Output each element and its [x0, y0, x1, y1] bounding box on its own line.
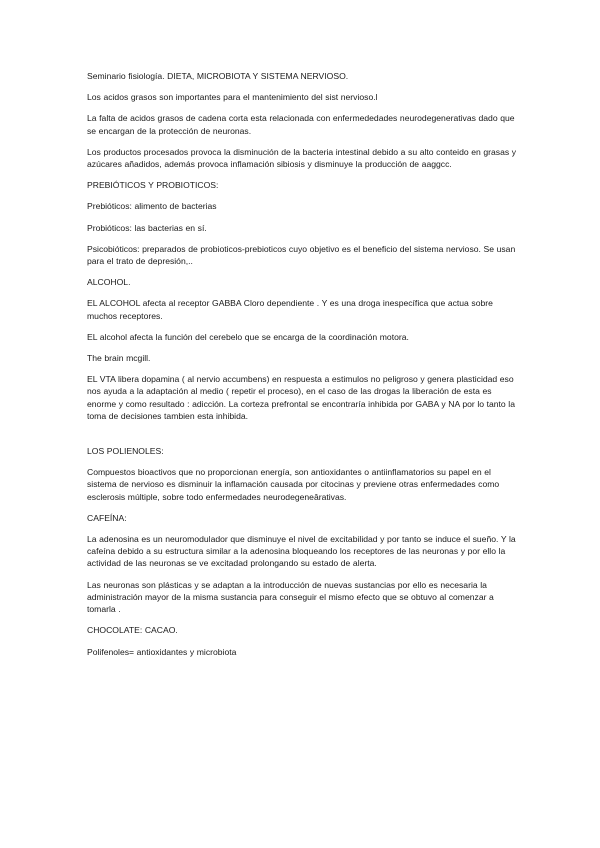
paragraph-probiotics: Probióticos: las bacterias en sí.: [87, 222, 207, 233]
paragraph-processed-foods: Los productos procesados provoca la disminución de la bacteria intestinal debido a su alto conteido en grasas y azúcares añadidos, además provoca inflamación sibiosis y disminuye la producción de aaggcc.: [87, 146, 517, 170]
heading-alcohol: ALCOHOL.: [87, 277, 131, 288]
paragraph-alcohol-gaba: EL ALCOHOL afecta al receptor GABBA Cloro dependiente . Y es una droga inespecífica que actua sobre muchos receptores.: [87, 298, 493, 321]
heading-caffeine: CAFEÍNA:: [87, 512, 127, 523]
paragraph-polyphenols: Compuestos bioactivos que no proporcionan energía, son antioxidantes o antiinflamatorios su papel en el sistema de nervioso es disminuir la inflamación causada por citocinas y previene otras enfermedades como esclerosis múltiple, sobre todo enfermedades neurodegeneârativas.: [87, 467, 500, 502]
paragraph-neuroplasticity: Las neuronas son plásticas y se adaptan a la introducción de nuevas sustancias por ello es necesaria la administración mayor de la misma sustancia para conseguir el mismo efecto que se obtuvo al comenzar a tomarla .: [87, 579, 494, 615]
heading-chocolate: CHOCOLATE: CACAO.: [87, 625, 178, 636]
paragraph-polyphenols-microbiota: Polifenoles= antioxidantes y microbiota: [87, 646, 237, 657]
paragraph-short-chain: La falta de acidos grasos de cadena corta esta relacionada con enfermededades neurodegenerativas dado que se encargan de la protección de neuronas.: [87, 113, 515, 136]
heading-prebiotics: PREBIÓTICOS Y PROBIOTICOS:: [87, 180, 219, 191]
paragraph-alcohol-cerebellum: EL alcohol afecta la función del cerebelo que se encarga de la coordinación motora.: [87, 331, 409, 342]
paragraph-adenosine: La adenosina es un neuromodulador que disminuye el nivel de excitabilidad y por tanto se induce el sueño. Y la cafeína debido a su estructura similar a la adenosina bloqueando los receptores de las neuronas y por ello la actividad de las neuronas se ve excitadad prolongando su estado de alerta.: [87, 534, 516, 569]
blank-line: [87, 431, 517, 445]
paragraph-fatty-acids: Los acidos grasos son importantes para el mantenimiento del sist nervioso.l: [87, 92, 378, 103]
heading-polyphenols: LOS POLIENOLES:: [87, 446, 164, 457]
paragraph-psychobiotics: Psicobióticos: preparados de probioticos-prebioticos cuyo objetivo es el beneficio del sistema nervioso. Se usan para el trato de depresión,..: [87, 243, 516, 267]
document-title: Seminario fisiología. DIETA, MICROBIOTA Y SISTEMA NERVIOSO.: [87, 71, 349, 81]
document-body: [87, 70, 517, 667]
paragraph-brain-mcgill: The brain mcgill.: [87, 353, 151, 364]
paragraph-prebiotics: Prebióticos: alimento de bacterias: [87, 201, 217, 212]
paragraph-vta-dopamine: EL VTA libera dopamina ( al nervio accumbens) en respuesta a estimulos no peligroso y genera plasticidad eso nos ayuda a la adaptación al medio ( repetir el proceso), en el caso de las drogas la liberación de esta es enorme y como resultado : adicción. La corteza prefrontal se encontraría inhibida por GABA y NA por lo tanto la toma de decisiones tambien esta inhibida.: [87, 374, 515, 421]
